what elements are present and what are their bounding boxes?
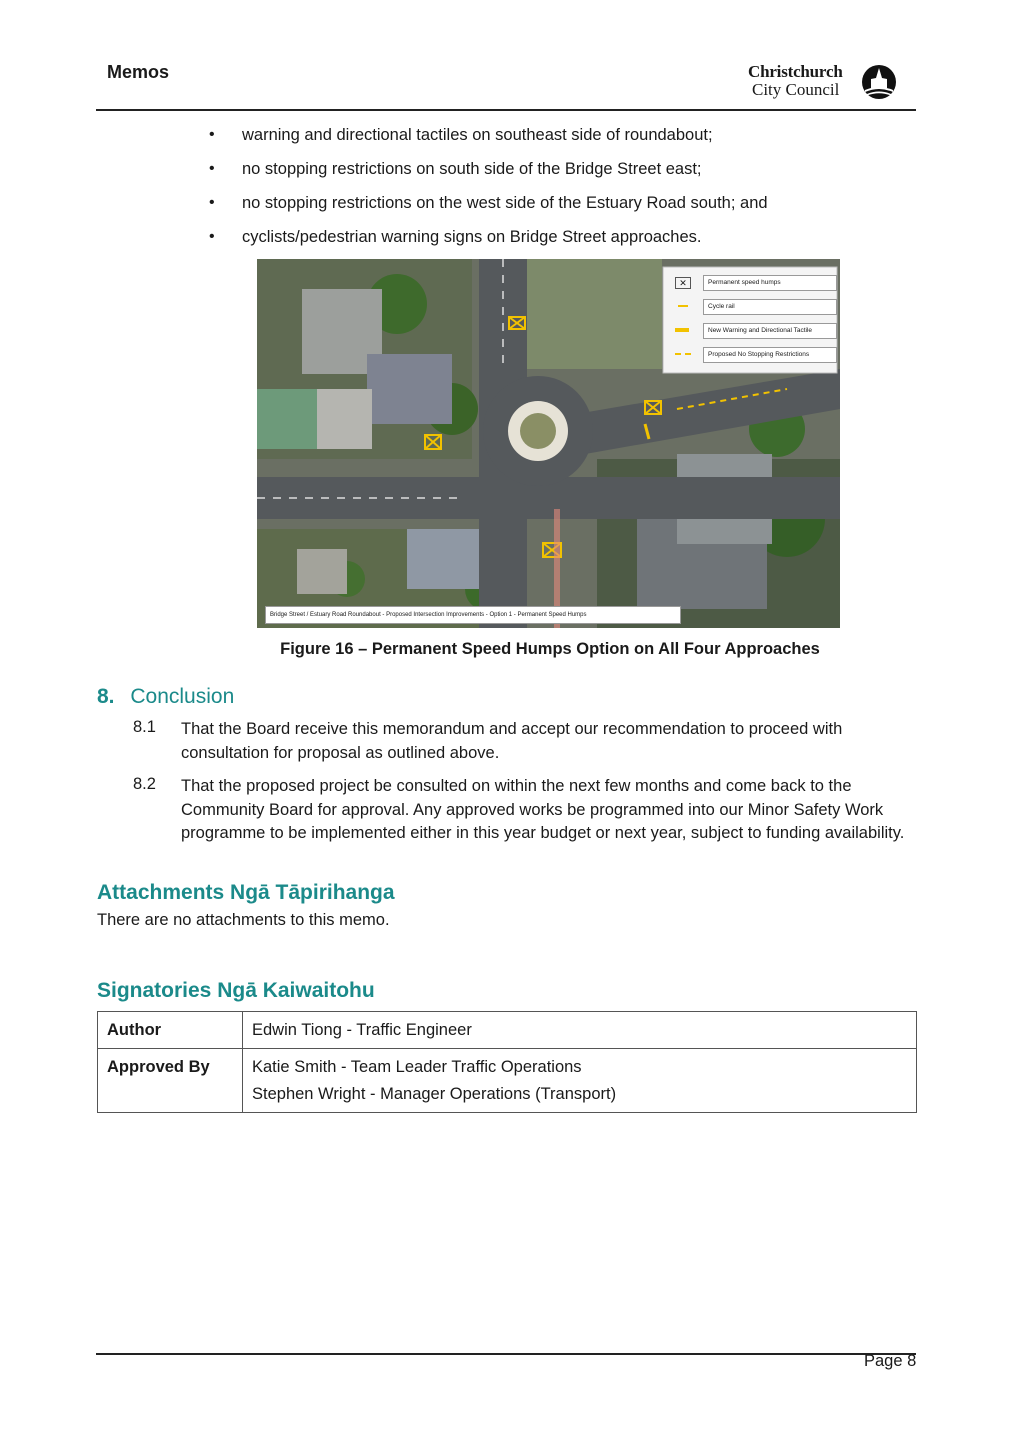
legend-label: New Warning and Directional Tactile bbox=[703, 323, 837, 339]
paragraph-number: 8.2 bbox=[133, 775, 156, 793]
page-number: Page 8 bbox=[864, 1352, 917, 1370]
signatories-table bbox=[97, 1011, 917, 1113]
footer-rule bbox=[96, 1353, 916, 1355]
figure-banner: Bridge Street / Estuary Road Roundabout - Proposed Intersection Improvements - Option 1 - Permanent Speed Humps bbox=[265, 606, 681, 624]
table-row bbox=[98, 1012, 917, 1049]
signatory-name: Stephen Wright - Manager Operations (Transport) bbox=[252, 1085, 617, 1103]
speed-hump-legend-icon: ✕ bbox=[675, 277, 691, 289]
bullet-list bbox=[205, 124, 768, 260]
list-item: • no stopping restrictions on the west side of the Estuary Road south; and bbox=[205, 192, 768, 226]
tactile-legend-icon bbox=[675, 328, 689, 332]
paragraph-text: That the Board receive this memorandum and accept our recommendation to proceed with consultation for proposal as outlined above. bbox=[181, 720, 843, 762]
legend-label: Proposed No Stopping Restrictions bbox=[703, 347, 837, 363]
list-item: • warning and directional tactiles on southeast side of roundabout; bbox=[205, 124, 768, 158]
attachments-heading: Attachments Ngā Tāpirihanga bbox=[97, 881, 395, 904]
header-rule bbox=[96, 109, 916, 111]
map-legend bbox=[673, 273, 835, 369]
table-cell-value bbox=[243, 1049, 917, 1113]
section-title: Conclusion bbox=[130, 685, 235, 708]
paragraph-text: That the proposed project be consulted on within the next few months and come back to the Community Board for approval. Any approved works be programmed into our Minor Safety Work programme to be implemented either in this year budget or next year, subject to funding availability. bbox=[181, 777, 905, 842]
council-logo bbox=[748, 62, 898, 102]
legend-label: Permanent speed humps bbox=[703, 275, 837, 291]
table-cell-value bbox=[243, 1012, 917, 1049]
logo-line1: Christchurch bbox=[748, 62, 843, 81]
table-cell-label: Approved By bbox=[98, 1049, 243, 1113]
section-number: 8. bbox=[97, 685, 115, 708]
signatory-name: Katie Smith - Team Leader Traffic Operations bbox=[252, 1058, 582, 1076]
no-stopping-legend-icon bbox=[675, 353, 691, 355]
paragraph-number: 8.1 bbox=[133, 718, 156, 736]
signatory-name: Edwin Tiong - Traffic Engineer bbox=[252, 1021, 472, 1039]
list-item: • cyclists/pedestrian warning signs on Bridge Street approaches. bbox=[205, 226, 768, 260]
list-item: • no stopping restrictions on south side of the Bridge Street east; bbox=[205, 158, 768, 192]
table-cell-label: Author bbox=[98, 1012, 243, 1049]
attachments-text: There are no attachments to this memo. bbox=[97, 911, 390, 929]
aerial-figure bbox=[257, 259, 840, 628]
figure-caption: Figure 16 – Permanent Speed Humps Option on All Four Approaches bbox=[280, 640, 820, 658]
signatories-heading: Signatories Ngā Kaiwaitohu bbox=[97, 979, 375, 1002]
header-title: Memos bbox=[107, 62, 170, 82]
section-heading bbox=[97, 685, 234, 709]
table-row bbox=[98, 1049, 917, 1113]
cathedral-logo-icon bbox=[861, 64, 897, 100]
cycle-rail-legend-icon bbox=[678, 305, 688, 307]
logo-line2: City Council bbox=[752, 80, 840, 99]
legend-label: Cycle rail bbox=[703, 299, 837, 315]
